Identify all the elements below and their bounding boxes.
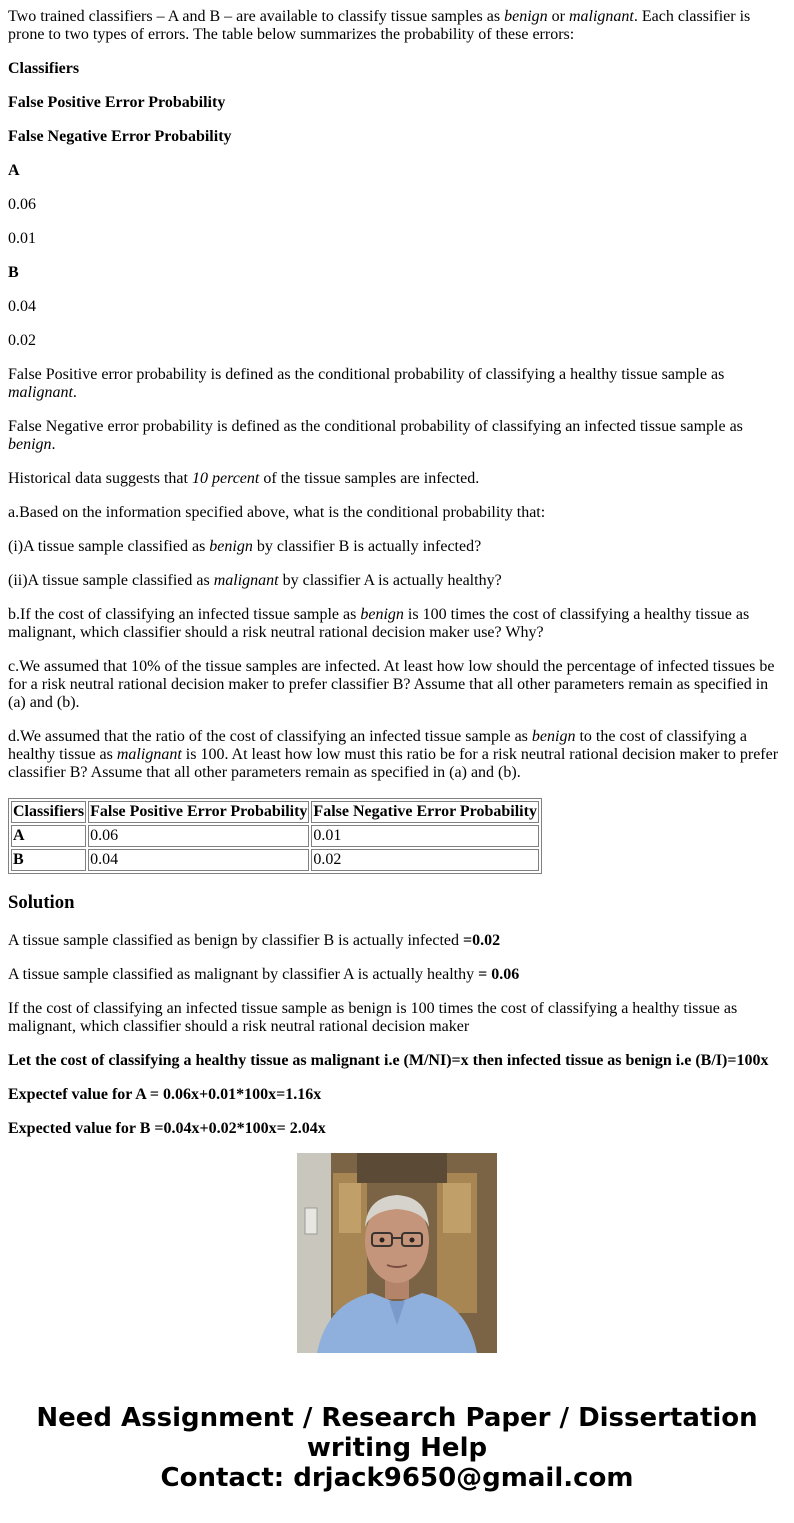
part-c: c.We assumed that 10% of the tissue samples are infected. At least how low should the percentage of infected tissues be for a risk neutral rational decision maker to prefer classifier B? Assume that all other parameters remain as specified in (a) and (b). [8, 658, 775, 711]
part-a-i: (i)A tissue sample classified as benign by classifier B is actually infected? [8, 538, 482, 555]
flat-table-item: B [8, 264, 19, 281]
banner-line-1: Need Assignment / Research Paper / Dissertation [36, 1403, 758, 1433]
table-row [11, 825, 539, 847]
table-cell: 0.02 [311, 849, 539, 871]
author-photo [297, 1153, 497, 1353]
solution-line: If the cost of classifying an infected tissue sample as benign is 100 times the cost of classifying a healthy tissue as malignant, which classifier should a risk neutral rational decision maker [8, 1000, 738, 1035]
table-header-cell: Classifiers [11, 801, 86, 823]
table-cell: 0.01 [311, 825, 539, 847]
flat-table-item: 0.01 [8, 230, 36, 247]
table-header-row [11, 801, 539, 823]
flat-table-item: A [8, 162, 20, 179]
contact-banner [0, 1403, 794, 1493]
solution-line: A tissue sample classified as benign by classifier B is actually infected =0.02 [8, 932, 501, 949]
part-a-ii: (ii)A tissue sample classified as malignant by classifier A is actually healthy? [8, 572, 502, 589]
solution-line: Let the cost of classifying a healthy tissue as malignant i.e (M/NI)=x then infected tissue as benign i.e (B/I)=100x [8, 1052, 769, 1069]
flat-table-item: False Positive Error Probability [8, 94, 226, 111]
fn-definition: False Negative error probability is defined as the conditional probability of classifying an infected tissue sample as benign. [8, 418, 743, 453]
intro-paragraph: Two trained classifiers – A and B – are available to classify tissue samples as benign or malignant. Each classifier is prone to two types of errors. The table below summarizes the probability of these errors: [8, 8, 751, 43]
flat-table-item: 0.04 [8, 298, 36, 315]
historical-data: Historical data suggests that 10 percent of the tissue samples are infected. [8, 470, 480, 487]
solution-line: Expectef value for A = 0.06x+0.01*100x=1.16x [8, 1086, 322, 1103]
part-d: d.We assumed that the ratio of the cost of classifying an infected tissue sample as benign to the cost of classifying a healthy tissue as malignant is 100. At least how low must this ratio be for a risk neutral rational decision maker to prefer classifier B? Assume that all other parameters remain as specified in (a) and (b). [8, 728, 779, 781]
table-cell: 0.04 [88, 849, 309, 871]
error-probability-table [8, 798, 542, 874]
portrait-image [297, 1153, 497, 1353]
flat-table-item: Classifiers [8, 60, 80, 77]
part-a: a.Based on the information specified above, what is the conditional probability that: [8, 504, 546, 521]
solution-heading: Solution [8, 892, 75, 913]
flat-table-item: 0.02 [8, 332, 36, 349]
part-b: b.If the cost of classifying an infected tissue sample as benign is 100 times the cost of classifying a healthy tissue as malignant, which classifier should a risk neutral rational decision maker use? Why? [8, 606, 750, 641]
fp-definition: False Positive error probability is defined as the conditional probability of classifying a healthy tissue sample as malignant. [8, 366, 725, 401]
banner-contact-line: Contact: drjack9650@gmail.com [160, 1463, 634, 1493]
flat-table-item: False Negative Error Probability [8, 128, 232, 145]
table-cell: 0.06 [88, 825, 309, 847]
table-header-cell: False Positive Error Probability [88, 801, 309, 823]
flat-table-list [8, 60, 786, 350]
table-cell: B [11, 849, 86, 871]
banner-line-2: writing Help [306, 1433, 488, 1463]
solution-line: Expected value for B =0.04x+0.02*100x= 2.04x [8, 1120, 326, 1137]
document-content [8, 0, 786, 1137]
solution-line: A tissue sample classified as malignant by classifier A is actually healthy = 0.06 [8, 966, 520, 983]
table-header-cell: False Negative Error Probability [311, 801, 539, 823]
table-cell: A [11, 825, 86, 847]
flat-table-item: 0.06 [8, 196, 36, 213]
table-row [11, 849, 539, 871]
